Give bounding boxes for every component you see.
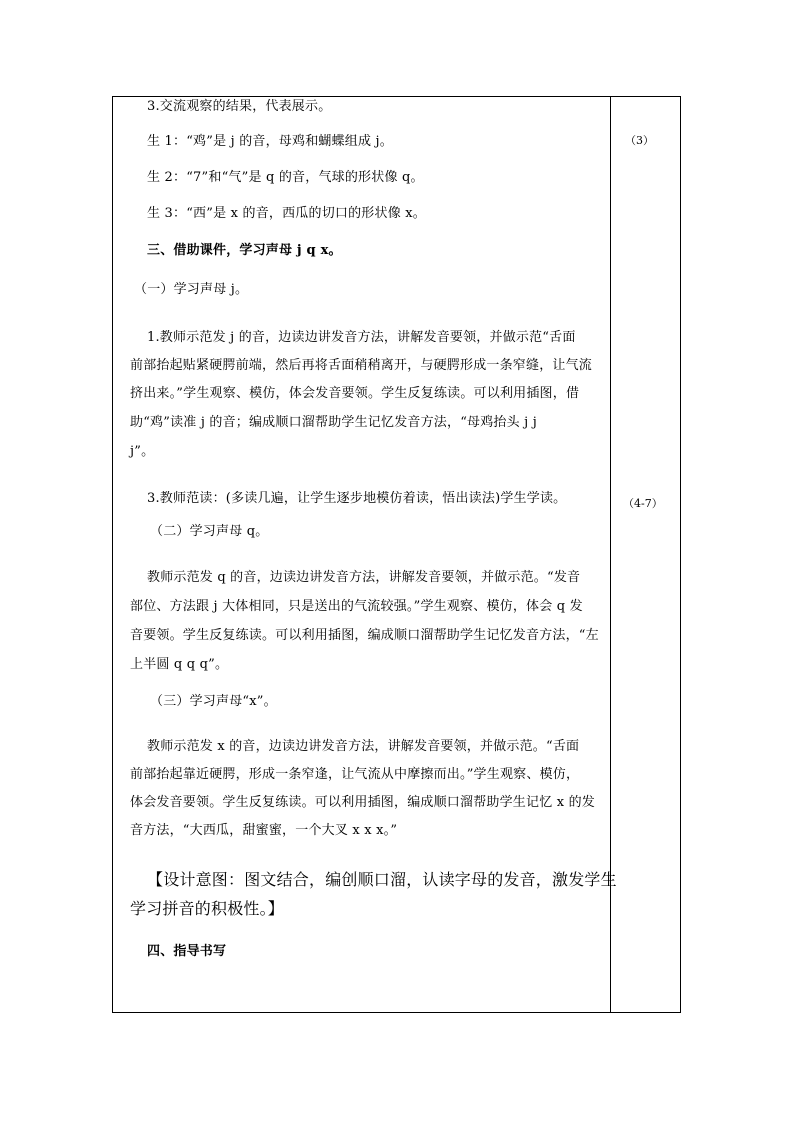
- text-line: 生 1：“鸡”是 j 的音，母鸡和蝴蝶组成 j。: [147, 134, 393, 149]
- text-line: j”。: [130, 444, 155, 459]
- subsection-heading: （一）学习声母 j。: [134, 282, 249, 297]
- subsection-heading: （三）学习声母“x”。: [150, 694, 277, 709]
- section-heading: 三、借助课件，学习声母 j q x。: [147, 243, 342, 258]
- time-note: （4-7）: [623, 497, 663, 510]
- text-line: 3.教师范读：(多读几遍，让学生逐步地模仿着读，悟出读法)学生学读。: [147, 491, 567, 506]
- text-line: 前部抬起贴紧硬腭前端，然后再将舌面稍稍离开，与硬腭形成一条窄缝，让气流: [130, 358, 593, 373]
- section-heading: 四、指导书写: [147, 944, 227, 959]
- text-line: 助“鸡”读准 j 的音；编成顺口溜帮助学生记忆发音方法，“母鸡抬头 j j: [130, 415, 537, 430]
- text-line: 3.交流观察的结果，代表展示。: [147, 99, 332, 114]
- text-line: 生 3：“西”是 x 的音，西瓜的切口的形状像 x。: [147, 206, 426, 221]
- text-line: 1.教师示范发 j 的音，边读边讲发音方法，讲解发音要领，并做示范“舌面: [147, 330, 576, 345]
- text-line: 音方法，“大西瓜，甜蜜蜜，一个大叉 x x x。”: [130, 823, 398, 838]
- design-intent: 【设计意图：图文结合，编创顺口溜，认读字母的发音，激发学生: [147, 870, 617, 889]
- text-line: 上半圆 q q q”。: [130, 657, 229, 672]
- time-note: （3）: [625, 134, 654, 147]
- text-line: 教师示范发 x 的音，边读边讲发音方法，讲解发音要领，并做示范。“舌面: [147, 739, 580, 754]
- text-line: 前部抬起靠近硬腭，形成一条窄逢，让气流从中摩擦而出。”学生观察、模仿，: [130, 767, 580, 782]
- text-line: 教师示范发 q 的音，边读边讲发音方法，讲解发音要领，并做示范。“发音: [147, 570, 581, 585]
- subsection-heading: （二）学习声母 q。: [150, 524, 269, 539]
- design-intent: 学习拼音的积极性。】: [130, 899, 285, 918]
- text-line: 音要领。学生反复练读。可以利用插图，编成顺口溜帮助学生记忆发音方法，“左: [130, 628, 599, 643]
- text-line: 生 2：“7”和“气”是 q 的音，气球的形状像 q。: [147, 170, 424, 185]
- text-line: 挤出来。”学生观察、模仿，体会发音要领。学生反复练读。可以利用插图，借: [130, 386, 580, 401]
- text-line: 体会发音要领。学生反复练读。可以利用插图，编成顺口溜帮助学生记忆 x 的发: [130, 795, 595, 810]
- text-line: 部位、方法跟 j 大体相同，只是送出的气流较强。”学生观察、模仿，体会 q 发: [130, 599, 583, 614]
